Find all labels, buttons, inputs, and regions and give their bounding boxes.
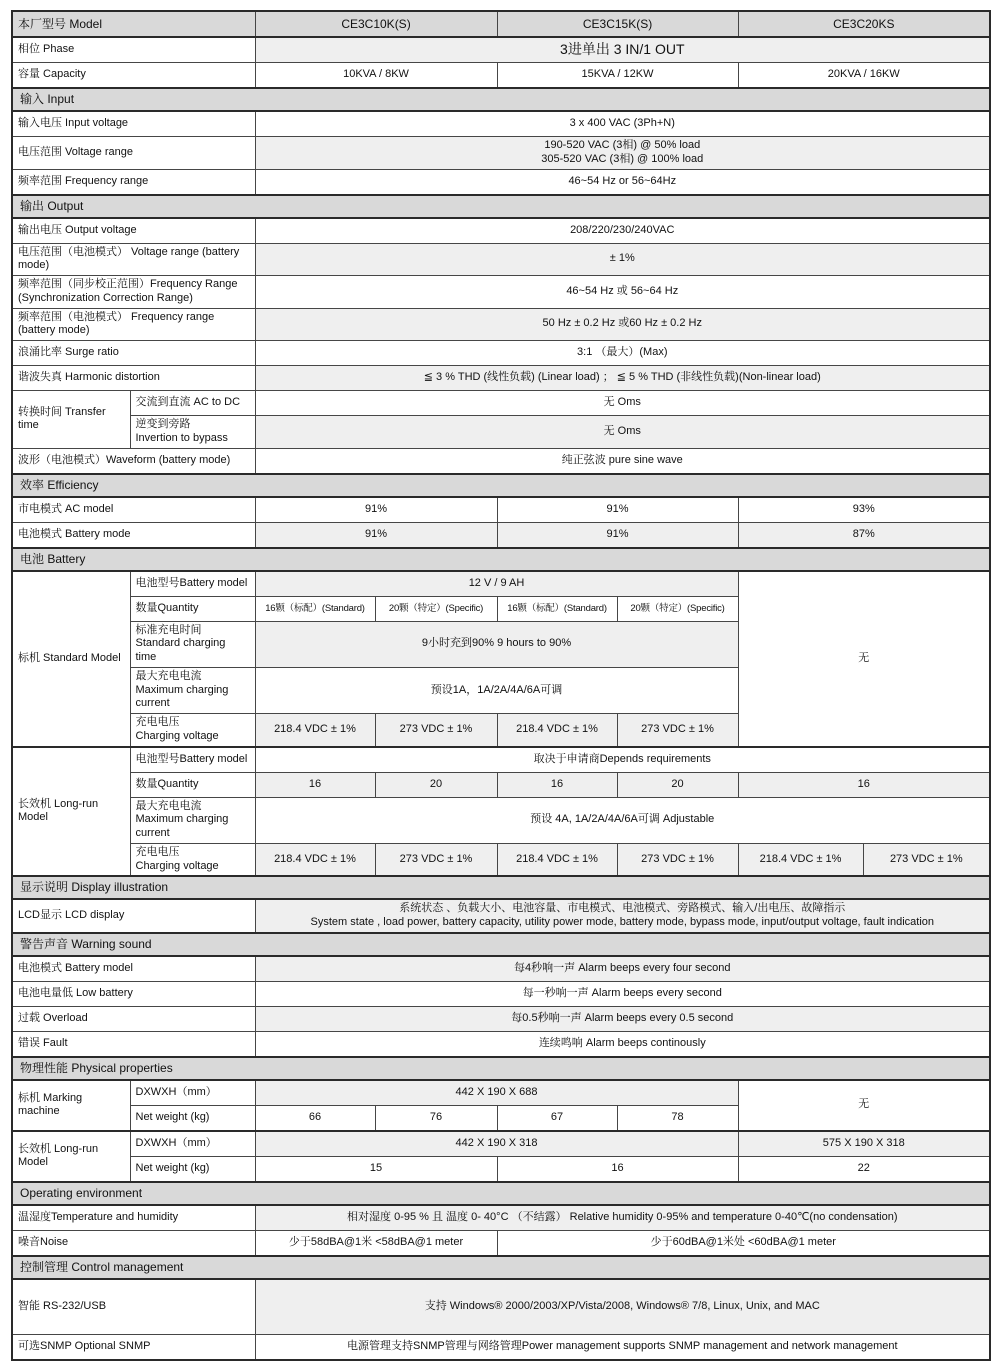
text-line: 最大充电电流 (135, 669, 202, 682)
table-row (12, 899, 990, 933)
cell-value: 273 VDC ± 1% (375, 843, 497, 876)
cell-value: 每4秒响一声 Alarm beeps every four second (255, 956, 990, 982)
table-row (12, 169, 990, 195)
row-label: 相位 Phase (12, 37, 255, 63)
section-header-row (12, 88, 990, 111)
row-label: 噪音Noise (12, 1230, 255, 1256)
cell-value: 218.4 VDC ± 1% (255, 714, 375, 747)
table-row (12, 1230, 990, 1256)
table-row (12, 1031, 990, 1057)
section-title: 电池 Battery (12, 548, 990, 571)
cell-value: 纯正弦波 pure sine wave (255, 448, 990, 474)
section-title: Operating environment (12, 1182, 990, 1205)
cell-value: 16 (497, 1156, 738, 1182)
cell-value: 15 (255, 1156, 497, 1182)
cell-value: 46~54 Hz or 56~64Hz (255, 169, 990, 195)
row-label: 温湿度Temperature and humidity (12, 1205, 255, 1231)
cell-value: 无 (738, 571, 990, 747)
table-row (12, 448, 990, 474)
table-row (12, 1080, 990, 1106)
row-sub-label (130, 843, 255, 876)
cell-value: 3:1 （最大）(Max) (255, 341, 990, 366)
text-line: 系统状态 、负载大小、电池容量、市电模式、电池模式、旁路模式、输入/出电压、故障指示 (399, 902, 846, 915)
cell-value: 无 (738, 1080, 990, 1131)
table-row (12, 522, 990, 548)
text-line: 充电电压 (135, 845, 180, 858)
cell-value: 20KVA / 16KW (738, 63, 990, 89)
cell-value: 218.4 VDC ± 1% (497, 714, 617, 747)
row-label: 可选SNMP Optional SNMP (12, 1334, 255, 1360)
section-title: 效率 Efficiency (12, 474, 990, 497)
cell-value: 16 (497, 772, 617, 797)
table-row (12, 391, 990, 416)
cell-value: 66 (255, 1105, 375, 1131)
cell-value: 电源管理支持SNMP管理与网络管理Power management supports SNMP management and network management (255, 1334, 990, 1360)
text-line: Standard charging time (135, 637, 226, 663)
table-row (12, 416, 990, 449)
cell-value: 15KVA / 12KW (497, 63, 738, 89)
row-sub-label: 数量Quantity (130, 596, 255, 621)
text-line: 标准充电时间 (135, 623, 202, 636)
cell-value (255, 137, 990, 170)
table-row (12, 276, 990, 309)
row-label: 过载 Overload (12, 1006, 255, 1031)
table-row (12, 1131, 990, 1157)
row-label: 电压范围（电池模式） Voltage range (battery mode) (12, 243, 255, 276)
table-row (12, 1006, 990, 1031)
row-label (12, 276, 255, 309)
cell-value: 每一秒响一声 Alarm beeps every second (255, 981, 990, 1006)
text-line: 最大充电电流 (135, 799, 202, 812)
table-row (12, 341, 990, 366)
cell-value: 208/220/230/240VAC (255, 218, 990, 244)
cell-value (255, 899, 990, 933)
table-row (12, 11, 990, 37)
cell-value: 16颗（标配）(Standard) (497, 596, 617, 621)
row-label: 浪涌比率 Surge ratio (12, 341, 255, 366)
row-label: 电池模式 Battery model (12, 956, 255, 982)
cell-value: 预设 4A, 1A/2A/4A/6A可调 Adjustable (255, 797, 990, 843)
row-sub-label: 电池型号Battery model (130, 747, 255, 773)
row-label: 电压范围 Voltage range (12, 137, 255, 170)
text-line: Invertion to bypass (135, 431, 228, 444)
table-row (12, 63, 990, 89)
text-line: 190-520 VAC (3相) @ 50% load (544, 139, 701, 151)
table-row (12, 747, 990, 773)
section-title: 控制管理 Control management (12, 1256, 990, 1279)
cell-value: 76 (375, 1105, 497, 1131)
text-line: Maximum charging current (135, 683, 229, 710)
table-row (12, 956, 990, 982)
cell-value: 连续鸣响 Alarm beeps continously (255, 1031, 990, 1057)
table-row (12, 843, 990, 876)
cell-value: 78 (617, 1105, 738, 1131)
cell-value: 无 Oms (255, 416, 990, 449)
row-label: 智能 RS-232/USB (12, 1279, 255, 1335)
cell-value: 87% (738, 522, 990, 548)
cell-value: 20 (617, 772, 738, 797)
cell-value: 442 X 190 X 318 (255, 1131, 738, 1157)
row-sub-label (130, 797, 255, 843)
row-sub-label: Net weight (kg) (130, 1156, 255, 1182)
cell-value: 93% (738, 497, 990, 523)
row-sub-label (130, 667, 255, 713)
table-row (12, 571, 990, 597)
section-title: 输入 Input (12, 88, 990, 111)
cell-value: 16 (255, 772, 375, 797)
table-row (12, 1279, 990, 1335)
text-line: Charging voltage (135, 859, 219, 872)
text-line: Charging voltage (135, 729, 219, 742)
row-group-label: 标机 Standard Model (12, 571, 130, 747)
section-header-row (12, 1182, 990, 1205)
row-label: 容量 Capacity (12, 63, 255, 89)
cell-value: 16 (738, 772, 990, 797)
text-line: 充电电压 (135, 716, 180, 728)
table-row (12, 218, 990, 244)
row-label: 错误 Fault (12, 1031, 255, 1057)
table-row (12, 1156, 990, 1182)
cell-value: 20颗（特定）(Specific) (375, 596, 497, 621)
cell-value: 每0.5秒响一声 Alarm beeps every 0.5 second (255, 1006, 990, 1031)
cell-value: 取决于申请商Depends requirements (255, 747, 990, 773)
cell-value: 273 VDC ± 1% (617, 714, 738, 747)
section-header-row (12, 1057, 990, 1080)
section-header-row (12, 1256, 990, 1279)
row-label: 电池模式 Battery mode (12, 522, 255, 548)
text-line: 频率范围（同步校正范围）Frequency Range (18, 278, 238, 290)
cell-value: 22 (738, 1156, 990, 1182)
row-label: 频率范围（电池模式） Frequency range (battery mode) (12, 308, 255, 341)
cell-value: 218.4 VDC ± 1% (255, 843, 375, 876)
row-group-label: 转换时间 Transfer time (12, 391, 130, 449)
section-header-row (12, 876, 990, 899)
text-line: (Synchronization Correction Range) (18, 291, 193, 304)
row-sub-label: DXWXH（mm） (130, 1080, 255, 1106)
cell-value: 少于60dBA@1米处 <60dBA@1 meter (497, 1230, 990, 1256)
cell-value: 91% (255, 497, 497, 523)
row-sub-label: 数量Quantity (130, 772, 255, 797)
table-row (12, 797, 990, 843)
spec-table (11, 10, 991, 1361)
table-row (12, 1334, 990, 1360)
table-row (12, 37, 990, 63)
table-row (12, 497, 990, 523)
text-line: System state , load power, battery capacity, utility power mode, battery mode, bypass mode, input/output voltage, fault indication (310, 916, 934, 928)
row-label: 本厂型号 Model (12, 11, 255, 37)
section-title: 物理性能 Physical properties (12, 1057, 990, 1080)
cell-value: 575 X 190 X 318 (738, 1131, 990, 1157)
row-label: 输出电压 Output voltage (12, 218, 255, 244)
row-label: 输入电压 Input voltage (12, 111, 255, 137)
section-header-row (12, 474, 990, 497)
table-row (12, 772, 990, 797)
table-row (12, 981, 990, 1006)
text-line: 逆变到旁路 (135, 418, 191, 430)
cell-value: 20颗（特定）(Specific) (617, 596, 738, 621)
row-sub-label (130, 714, 255, 747)
cell-value: 273 VDC ± 1% (375, 714, 497, 747)
row-sub-label: Net weight (kg) (130, 1105, 255, 1131)
cell-value: 3进单出 3 IN/1 OUT (255, 37, 990, 63)
table-row (12, 1205, 990, 1231)
section-header-row (12, 548, 990, 571)
row-group-label: 长效机 Long-run Model (12, 1131, 130, 1182)
cell-value: 91% (255, 522, 497, 548)
text-line: 305-520 VAC (3相) @ 100% load (541, 152, 704, 165)
cell-value: 273 VDC ± 1% (617, 843, 738, 876)
cell-value: 9小时充到90% 9 hours to 90% (255, 621, 738, 667)
cell-value: 3 x 400 VAC (3Ph+N) (255, 111, 990, 137)
row-sub-label: 电池型号Battery model (130, 571, 255, 597)
section-title: 显示说明 Display illustration (12, 876, 990, 899)
row-label: 波形（电池模式）Waveform (battery mode) (12, 448, 255, 474)
cell-value: 218.4 VDC ± 1% (497, 843, 617, 876)
cell-value: 16颗（标配）(Standard) (255, 596, 375, 621)
row-group-label: 标机 Marking machine (12, 1080, 130, 1131)
cell-value: 无 Oms (255, 391, 990, 416)
cell-value: 20 (375, 772, 497, 797)
cell-value: 50 Hz ± 0.2 Hz 或60 Hz ± 0.2 Hz (255, 308, 990, 341)
cell-value: 支持 Windows® 2000/2003/XP/Vista/2008, Windows® 7/8, Linux, Unix, and MAC (255, 1279, 990, 1335)
row-label: 谐波失真 Harmonic distortion (12, 366, 255, 391)
row-label: 频率范围 Frequency range (12, 169, 255, 195)
row-sub-label: 交流到直流 AC to DC (130, 391, 255, 416)
table-row (12, 243, 990, 276)
table-row (12, 111, 990, 137)
cell-value: 少于58dBA@1米 <58dBA@1 meter (255, 1230, 497, 1256)
cell-value: 442 X 190 X 688 (255, 1080, 738, 1106)
section-title: 警告声音 Warning sound (12, 933, 990, 956)
table-row (12, 308, 990, 341)
cell-value: ≦ 3 % THD (线性负载) (Linear load) ； ≦ 5 % THD (非线性负载)(Non-linear load) (255, 366, 990, 391)
section-header-row (12, 933, 990, 956)
cell-value: 91% (497, 522, 738, 548)
cell-value: 273 VDC ± 1% (863, 843, 990, 876)
row-group-label: 长效机 Long-run Model (12, 747, 130, 877)
row-sub-label (130, 621, 255, 667)
cell-value: 预设1A，1A/2A/4A/6A可调 (255, 667, 738, 713)
section-header-row (12, 195, 990, 218)
row-label: 电池电量低 Low battery (12, 981, 255, 1006)
section-title: 输出 Output (12, 195, 990, 218)
table-row (12, 137, 990, 170)
cell-value: 46~54 Hz 或 56~64 Hz (255, 276, 990, 309)
cell-value: 10KVA / 8KW (255, 63, 497, 89)
cell-value: 相对湿度 0-95 % 且 温度 0- 40°C （不结露） Relative humidity 0-95% and temperature 0-40℃(no condensation) (255, 1205, 990, 1231)
table-row (12, 366, 990, 391)
cell-value: 67 (497, 1105, 617, 1131)
cell-value: 91% (497, 497, 738, 523)
cell-value: CE3C15K(S) (497, 11, 738, 37)
text-line: Maximum charging current (135, 813, 229, 839)
row-sub-label (130, 416, 255, 449)
row-label: LCD显示 LCD display (12, 899, 255, 933)
cell-value: CE3C10K(S) (255, 11, 497, 37)
row-sub-label: DXWXH（mm） (130, 1131, 255, 1157)
cell-value: CE3C20KS (738, 11, 990, 37)
cell-value: 12 V / 9 AH (255, 571, 738, 597)
cell-value: 218.4 VDC ± 1% (738, 843, 863, 876)
row-label: 市电模式 AC model (12, 497, 255, 523)
cell-value: ± 1% (255, 243, 990, 276)
